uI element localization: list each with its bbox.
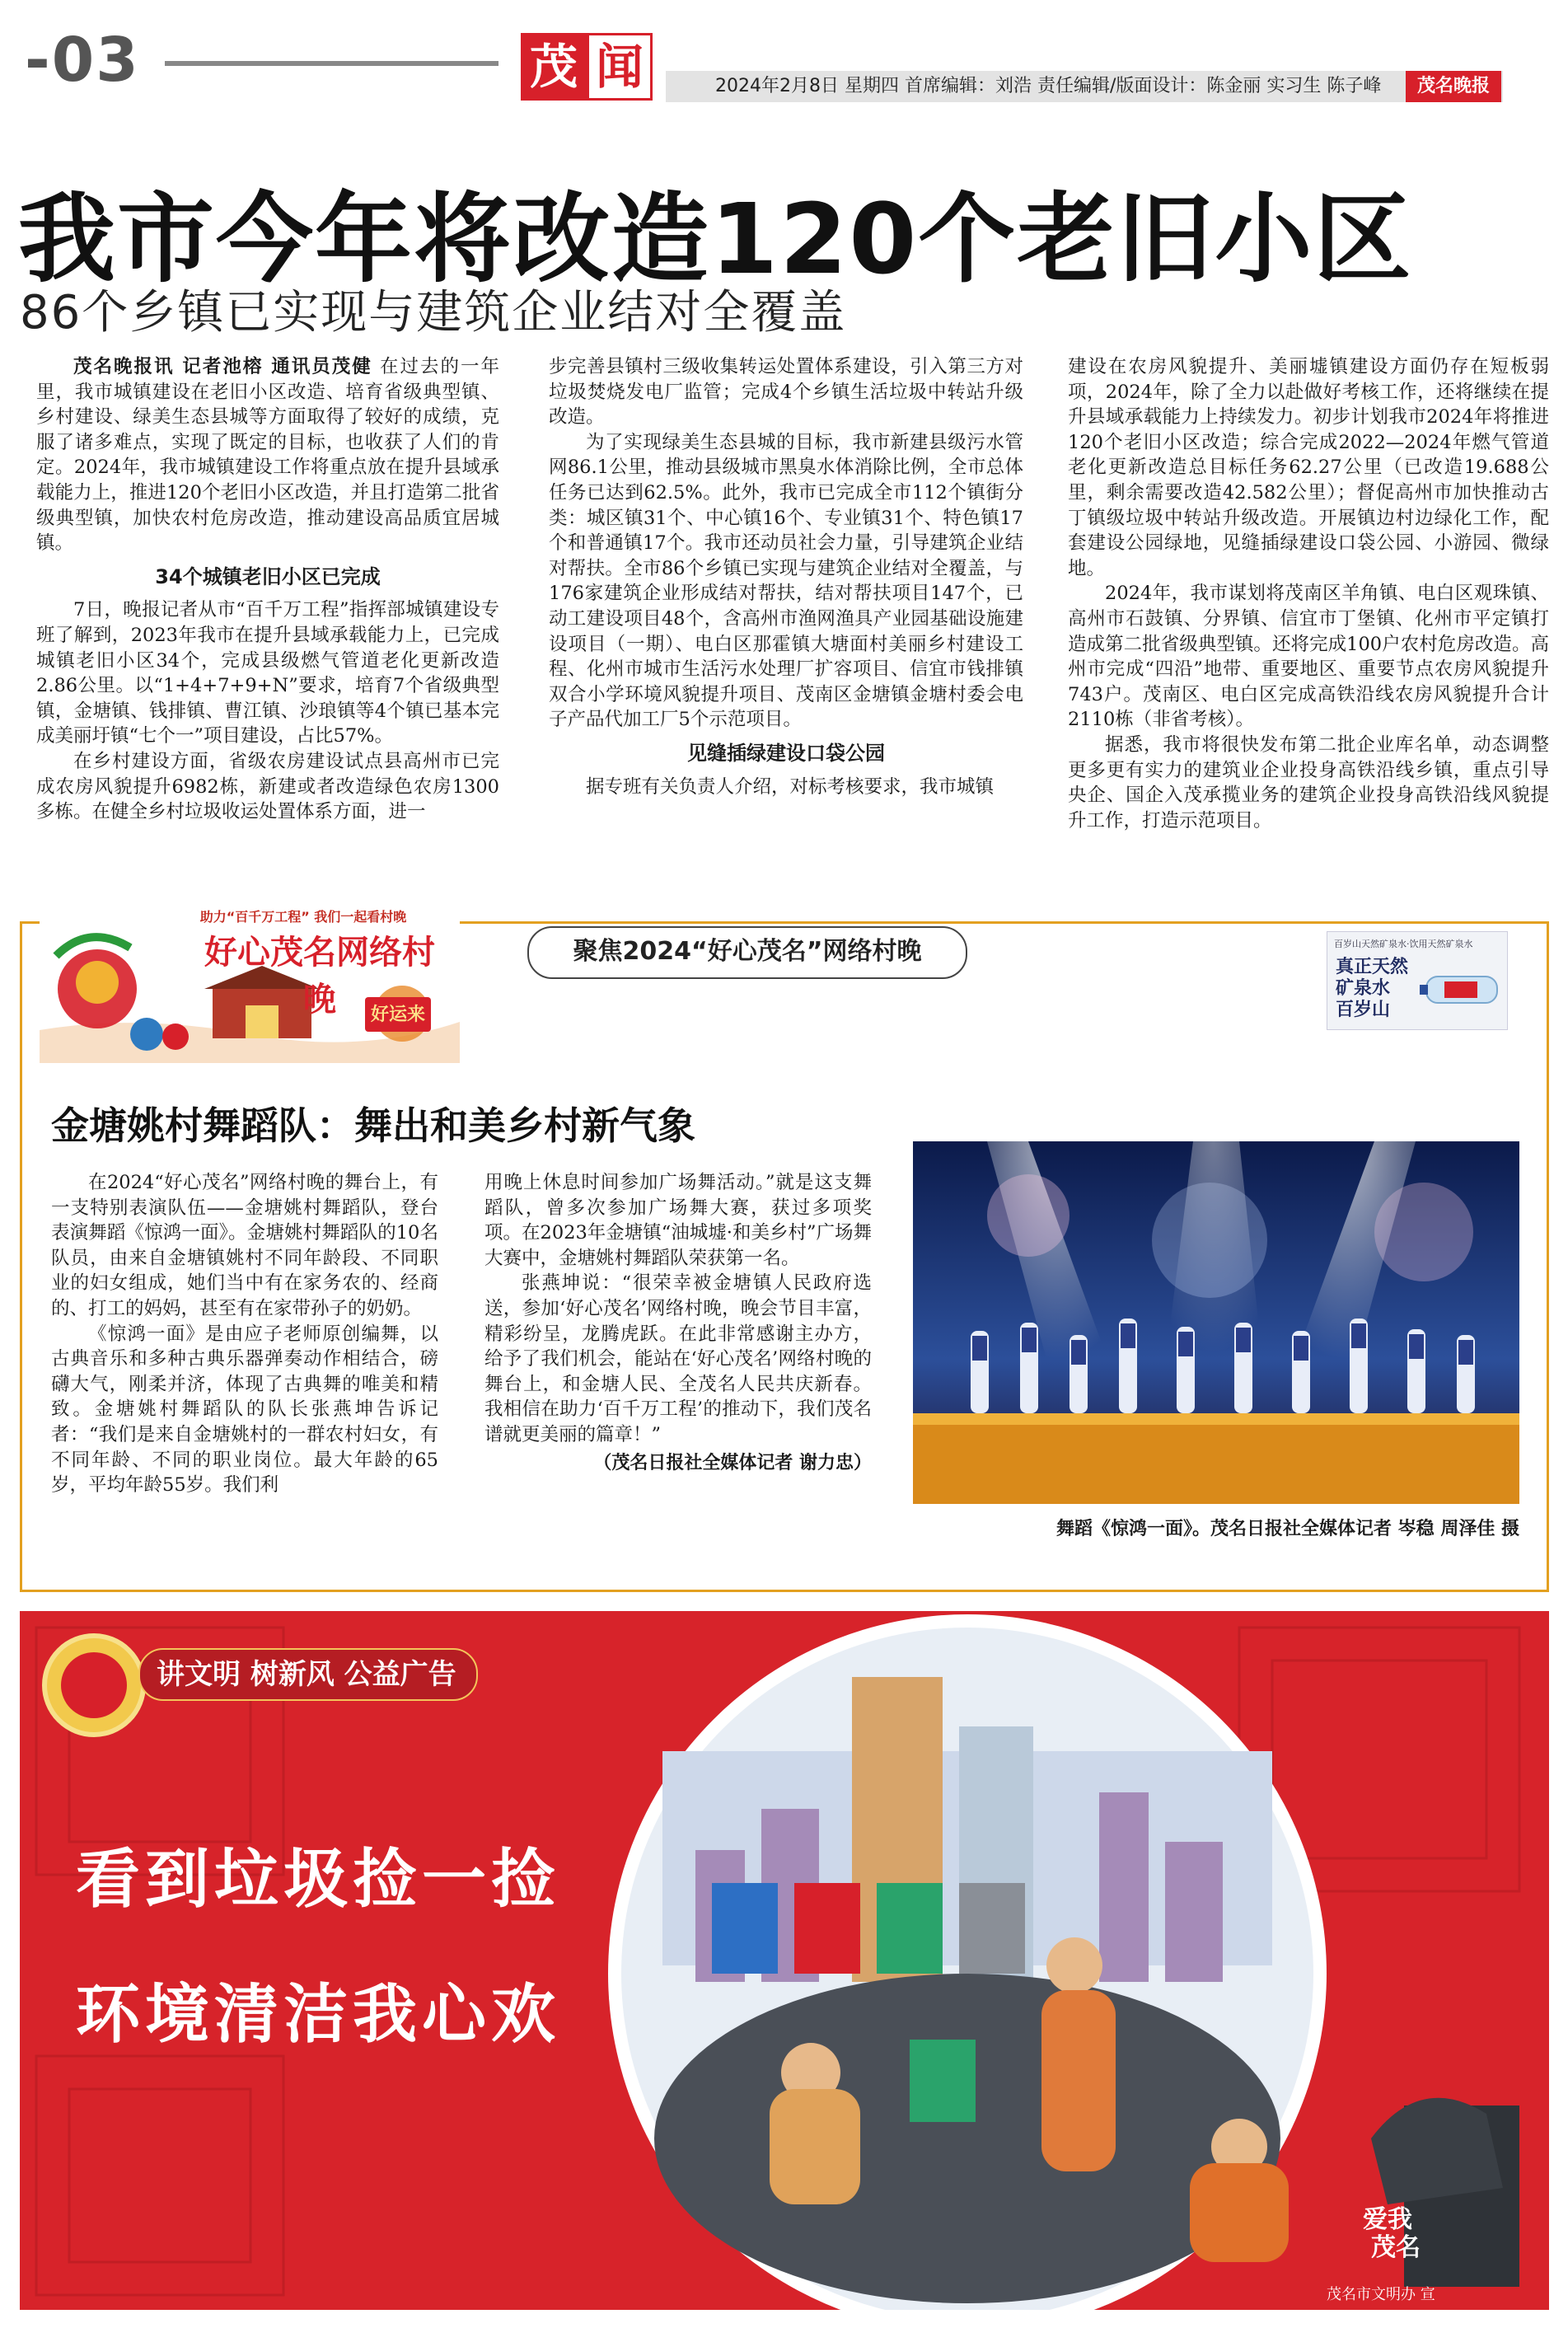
photo-caption: 舞蹈《惊鸿一面》。茂名日报社全媒体记者 岑稳 周泽佳 摄 <box>1056 1519 1519 1539</box>
psa-logo-line2: 茂名 <box>1371 2233 1421 2262</box>
paragraph: 《惊鸿一面》是由应子老师原创编舞，以古典音乐和多种古典乐器弹奏动作相结合，磅礴大气，刚柔并济，体现了古典舞的唯美和精致。金塘姚村舞蹈队的队长张燕坤告诉记者：“我们是来自金塘姚村的一群农村妇女，有不同年龄、不同的职业岗位。最大年龄的65岁，平均年龄55岁。我们利 <box>51 1323 438 1497</box>
ad-brand: 百岁山 <box>1336 1000 1391 1020</box>
paragraph: 在乡村建设方面，省级农房建设试点县高州市已完成农房风貌提升6982栋，新建或者改造绿色农房1300多栋。在健全乡村垃圾收运处置体系方面，进一 <box>36 750 499 823</box>
article-column-1 <box>36 354 499 825</box>
psa-sponsor: 茂名市文明办 宣 <box>1327 2286 1435 2303</box>
paragraph: 据专班有关负责人介绍，对标考核要求，我市城镇 <box>586 775 995 798</box>
psa-illustration <box>20 1611 1549 2310</box>
feature-title: 金塘姚村舞蹈队：舞出和美乡村新气象 <box>51 1103 695 1148</box>
paragraph: 步完善县镇村三级收集转运处置体系建设，引入第三方对垃圾焚烧发电厂监管；完成4个乡镇生活垃圾中转站升级改造。 <box>549 356 1023 429</box>
section-mark-right: 闻 <box>587 33 653 101</box>
header-rule <box>165 61 498 66</box>
dateline-text: 2024年2月8日 星期四 首席编辑：刘浩 责任编辑/版面设计：陈金丽 实习生 陈子峰 <box>715 76 1382 96</box>
paragraph: 据悉，我市将很快发布第二批企业库名单，动态调整更多更有实力的建筑业企业投身高铁沿线乡镇，重点引导央企、国企入茂承揽业务的建筑企业投身高铁沿线风貌提升工作，打造示范项目。 <box>1068 733 1549 831</box>
feature-column-2 <box>484 1170 872 1476</box>
section-heading-2: 见缝插绿建设口袋公园 <box>687 741 885 765</box>
ad-slogan-1: 真正天然 <box>1336 957 1409 977</box>
ad-slogan-2: 矿泉水 <box>1336 978 1391 999</box>
ad-top-line: 百岁山天然矿泉水·饮用天然矿泉水 <box>1334 939 1473 949</box>
subheadline: 86个乡镇已实现与建筑企业结对全覆盖 <box>20 286 847 340</box>
section-mark-left: 茂 <box>521 33 587 101</box>
paragraph: 建设在农房风貌提升、美丽墟镇建设方面仍存在短板弱项，2024年，除了全力以赴做好考核工作，还将继续在提升县域承载能力上持续发力。初步计划我市2024年将推进120个老旧小区改造；综合完成2022—2024年燃气管道老化更新改造总目标任务62.27公里（已改造19.688公里，剩余需要改造42.582公里）；督促高州市加快推动古丁镇级垃圾中转站升级改造。开展镇边村边绿化工作，配套建设公园绿地，见缝插绿建设口袋公园、小游园、微绿地。 <box>1068 356 1549 579</box>
psa-panel <box>20 1611 1549 2310</box>
paragraph: 用晚上休息时间参加广场舞活动。”就是这支舞蹈队，曾多次参加广场舞大赛，获过多项奖项。在2023年金塘镇“油城墟·和美乡村”广场舞大赛中，金塘姚村舞蹈队荣获第一名。 <box>484 1172 872 1269</box>
masthead-logo: 茂名晚报 <box>1406 71 1501 102</box>
feature-column-1 <box>51 1170 438 1498</box>
lead-paragraph: 在过去的一年里，我市城镇建设在老旧小区改造、培育省级典型镇、乡村建设、绿美生态县城等方面取得了较好的成绩，克服了诸多难点，实现了既定的目标，也收获了人们的肯定。2024年，我市城镇建设工作将重点放在提升县域承载能力上，推进120个老旧小区改造，并且打造第二批省级典型镇，加快农村危房改造，推动建设高品质宜居城镇。 <box>36 356 499 555</box>
psa-slogan-2: 环境清洁我心欢 <box>76 1978 561 2052</box>
article-column-2 <box>549 354 1023 799</box>
psa-slogan-1: 看到垃圾捡一捡 <box>76 1843 561 1917</box>
section-heading-1: 34个城镇老旧小区已完成 <box>155 564 381 588</box>
gala-banner-sign: 好运来 <box>365 997 431 1032</box>
paragraph: 在2024“好心茂名”网络村晚的舞台上，有一支特别表演队伍——金塘姚村舞蹈队，登台表演舞蹈《惊鸿一面》。金塘姚村舞蹈队的10名队员，由来自金塘镇姚村不同年龄段、不同职业的妇女组成，她们当中有在家务农的、经商的、打工的妈妈，甚至有在家带孙子的奶奶。 <box>51 1172 438 1319</box>
feature-section-tag: 聚焦2024“好心茂名”网络村晚 <box>527 926 967 979</box>
paragraph: 张燕坤说：“很荣幸被金塘镇人民政府选送，参加‘好心茂名’网络村晚，晚会节目丰富，精彩纷呈，龙腾虎跃。在此非常感谢主办方，给予了我们机会，能站在‘好心茂名’网络村晚的舞台上，和金塘人民、全茂名人民共庆新春。我相信在助力‘百千万工程’的推动下，我们茂名谱就更美丽的篇章！” <box>484 1272 872 1445</box>
psa-logo <box>1363 2206 1421 2262</box>
village-gala-banner <box>40 890 460 1063</box>
article-column-3 <box>1068 354 1549 833</box>
paragraph: 7日，晚报记者从市“百千万工程”指挥部城镇建设专班了解到，2023年我市在提升县域承载能力上，已完成城镇老旧小区34个，完成县级燃气管道老化更新改造2.86公里。以“1+4+7+9+N”要求，培育7个省级典型镇，金塘镇、钱排镇、曹江镇、沙琅镇等4个镇已基本完成美丽圩镇“七个一”项目建设，占比57%。 <box>36 599 499 747</box>
water-bottle-icon <box>1420 957 1502 1023</box>
reporter-credit: （茂名日报社全媒体记者 谢力忠） <box>593 1452 872 1473</box>
stage-illustration <box>913 1141 1519 1504</box>
mineral-water-ad <box>1327 931 1508 1030</box>
page-number: -03 <box>25 25 140 96</box>
dateline-bar <box>666 71 1503 102</box>
byline: 茂名晚报讯 记者池榕 通讯员茂健 <box>73 356 372 377</box>
gala-banner-tagline: 助力“百千万工程” 我们一起看村晚 <box>199 909 407 925</box>
dance-stage-photo <box>913 1141 1519 1504</box>
headline: 我市今年将改造120个老旧小区 <box>18 182 1413 296</box>
psa-logo-line1: 爱我 <box>1363 2205 1412 2234</box>
paragraph: 2024年，我市谋划将茂南区羊角镇、电白区观珠镇、高州市石鼓镇、分界镇、信宜市丁堡镇、化州市平定镇打造成第二批省级典型镇。还将完成100户农村危房改造。高州市完成“四沿”地带、重要地区、重要节点农房风貌提升743户。茂南区、电白区完成高铁沿线农房风貌提升合计2110栋（非省考核）。 <box>1068 583 1549 731</box>
psa-tag: 讲文明 树新风 公益广告 <box>138 1648 478 1701</box>
paragraph: 为了实现绿美生态县城的目标，我市新建县级污水管网86.1公里，推动县级城市黑臭水体消除比例，全市总体任务已达到62.5%。此外，我市已完成全市112个镇街分类：城区镇31个、中心镇16个、专业镇31个、特色镇17个和普通镇17个。我市还动员社会力量，引导建筑企业结对帮扶。全市86个乡镇已实现与建筑企业结对全覆盖，与176家建筑企业形成结对帮扶，结对帮扶项目147个，已动工建设项目48个，含高州市渔网渔具产业园基础设施建设项目（一期）、电白区那霍镇大塘面村美丽乡村建设工程、化州市城市生活污水处理厂扩容项目、信宜市钱排镇双合小学环境风貌提升项目、茂南区金塘镇金塘村委会电子产品代加工厂5个示范项目。 <box>549 431 1023 731</box>
gala-banner-title: 好心茂名网络村晚 <box>204 933 435 1019</box>
